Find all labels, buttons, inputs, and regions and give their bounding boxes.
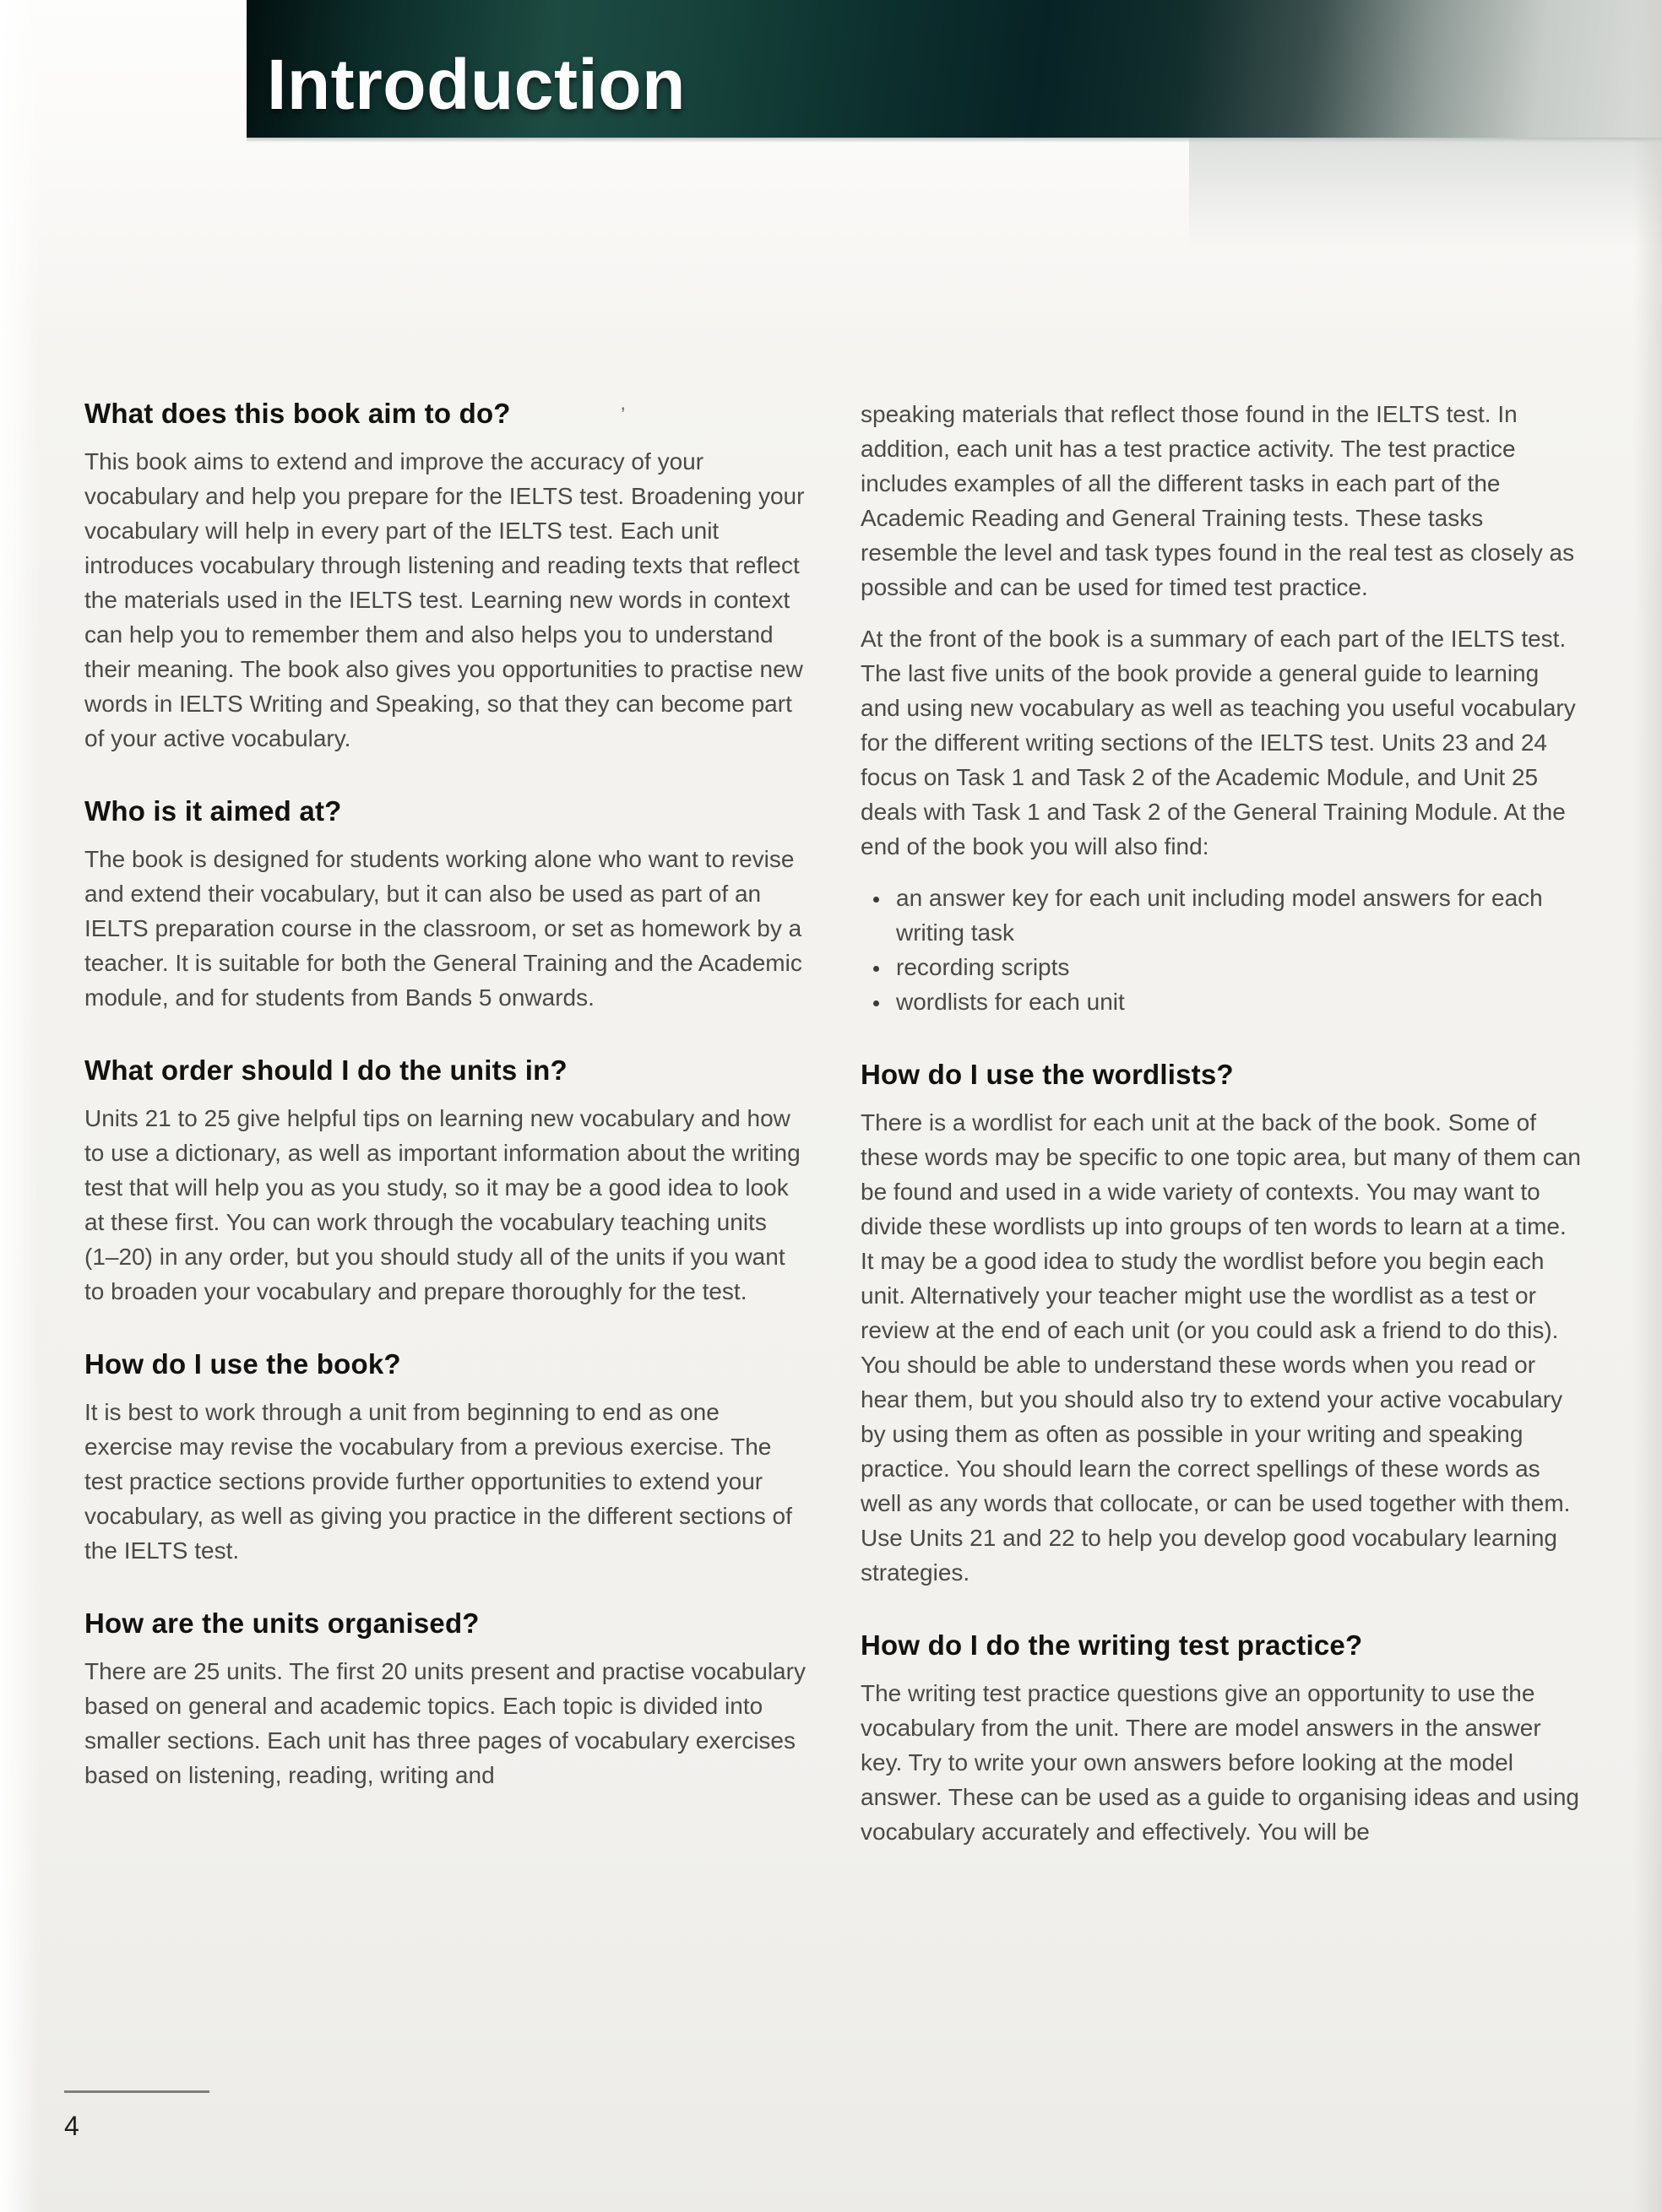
section-paragraph: The book is designed for students working alone who want to revise and extend their vocabulary, but it can also be used as part of an IELTS preparation course in the classroom, or set as homework by a teacher. It is suitable for both the General Training and the Academic module, and for students from Bands 5 onwards.: [84, 846, 802, 1011]
book-overview-paragraph: At the front of the book is a summary of each part of the IELTS test. The last five units of the book provide a general guide to learning and using new vocabulary as well as teaching you useful vocabulary for the different writing sections of the IELTS test. Units 23 and 24 focus on Task 1 and Task 2 of the Academic Module, and Unit 25 deals with Task 1 and Task 2 of the General Training Module. At the end of the book you will also find:: [861, 626, 1576, 859]
section-units-organised: [84, 1607, 807, 1792]
footer-rule: [64, 2090, 209, 2093]
section-heading: How do I do the writing test practice?: [861, 1629, 1363, 1661]
section-heading: How are the units organised?: [84, 1607, 480, 1639]
continuation-paragraph: speaking materials that reflect those found in the IELTS test. In addition, each unit has a test practice activity. The test practice includes examples of all the different tasks in each part of the Academic Reading and General Training tests. These tasks resemble the level and task types found in the real test as closely as possible and can be used for timed test practice.: [861, 401, 1575, 600]
section-paragraph: It is best to work through a unit from beginning to end as one exercise may revise the vocabulary from a previous exercise. The test practice sections provide further opportunities to extend your vocabulary, as well as giving you practice in the different sections of the IELTS test.: [84, 1399, 792, 1564]
section-paragraph: Units 21 to 25 give helpful tips on learning new vocabulary and how to use a dictionary, as well as important information about the writing test that will help you as you study, so it may be a good idea to look at these first. You can work through the vocabulary teaching units (1–20) in any order, but you should study all of the units if you want to broaden your vocabulary and prepare thoroughly for the test.: [84, 1105, 801, 1304]
chapter-header-band: [247, 0, 1662, 138]
list-item-answer-key: • an answer key for each unit including model answers for each writing task: [891, 881, 1583, 950]
section-aimed-at: [84, 794, 807, 1015]
section-heading: Who is it aimed at?: [84, 795, 342, 827]
section-use-book: [84, 1347, 807, 1568]
scan-shadow: [1189, 138, 1662, 247]
left-column: [84, 397, 807, 1866]
section-heading: What order should I do the units in?: [84, 1054, 568, 1086]
book-contents-list: [861, 881, 1583, 1019]
section-paragraph: The writing test practice questions give an opportunity to use the vocabulary from the unit. There are model answers in the answer key. Try to write your own answers before looking at the model answer. These can be used as a guide to organising ideas and using vocabulary accurately and effectively. You will be: [861, 1680, 1579, 1845]
section-paragraph: There is a wordlist for each unit at the back of the book. Some of these words may be specific to one topic area, but many of them can be found and used in a wide variety of contexts. You may want to divide these wordlists up into groups of ten words to learn at a time. It may be a good idea to study the wordlist before you begin each unit. Alternatively your teacher might use the wordlist as a test or review at the end of each unit (or you could ask a friend to do this). You should be able to understand these words when you read or hear them, but you should also try to extend your active vocabulary by using them as often as possible in your writing and speaking practice. You should learn the correct spellings of these words as well as any words that collocate, or can be used together with them. Use Units 21 and 22 to help you develop good vocabulary learning strategies.: [861, 1109, 1581, 1586]
page-number: 4: [64, 2111, 79, 2141]
scan-artifact: ’: [621, 404, 626, 426]
list-item-recording-scripts: • recording scripts: [891, 950, 1583, 984]
section-paragraph: This book aims to extend and improve the accuracy of your vocabulary and help you prepare for the IELTS test. Broadening your vocabulary will help in every part of the IELTS test. Each unit introduces vocabulary through listening and reading texts that reflect the materials used in the IELTS test. Learning new words in context can help you to remember them and also helps you to understand their meaning. The book also gives you opportunities to practise new words in IELTS Writing and Speaking, so that they can become part of your active vocabulary.: [84, 448, 805, 751]
section-paragraph: There are 25 units. The first 20 units present and practise vocabulary based on general and academic topics. Each topic is divided into smaller sections. Each unit has three pages of vocabulary exercises based on listening, reading, writing and: [84, 1658, 806, 1788]
section-heading: What does this book aim to do?: [84, 398, 511, 429]
right-column: [861, 397, 1583, 1866]
section-heading: How do I use the wordlists?: [861, 1059, 1234, 1090]
chapter-title: Introduction: [267, 45, 686, 124]
section-unit-order: [84, 1054, 807, 1309]
page-content: [84, 397, 1583, 1866]
list-item-wordlists: • wordlists for each unit: [891, 984, 1583, 1019]
section-heading: How do I use the book?: [84, 1348, 401, 1380]
section-book-aim: [84, 397, 807, 756]
section-writing-test-practice: [861, 1629, 1583, 1849]
section-use-wordlists: [861, 1058, 1583, 1590]
